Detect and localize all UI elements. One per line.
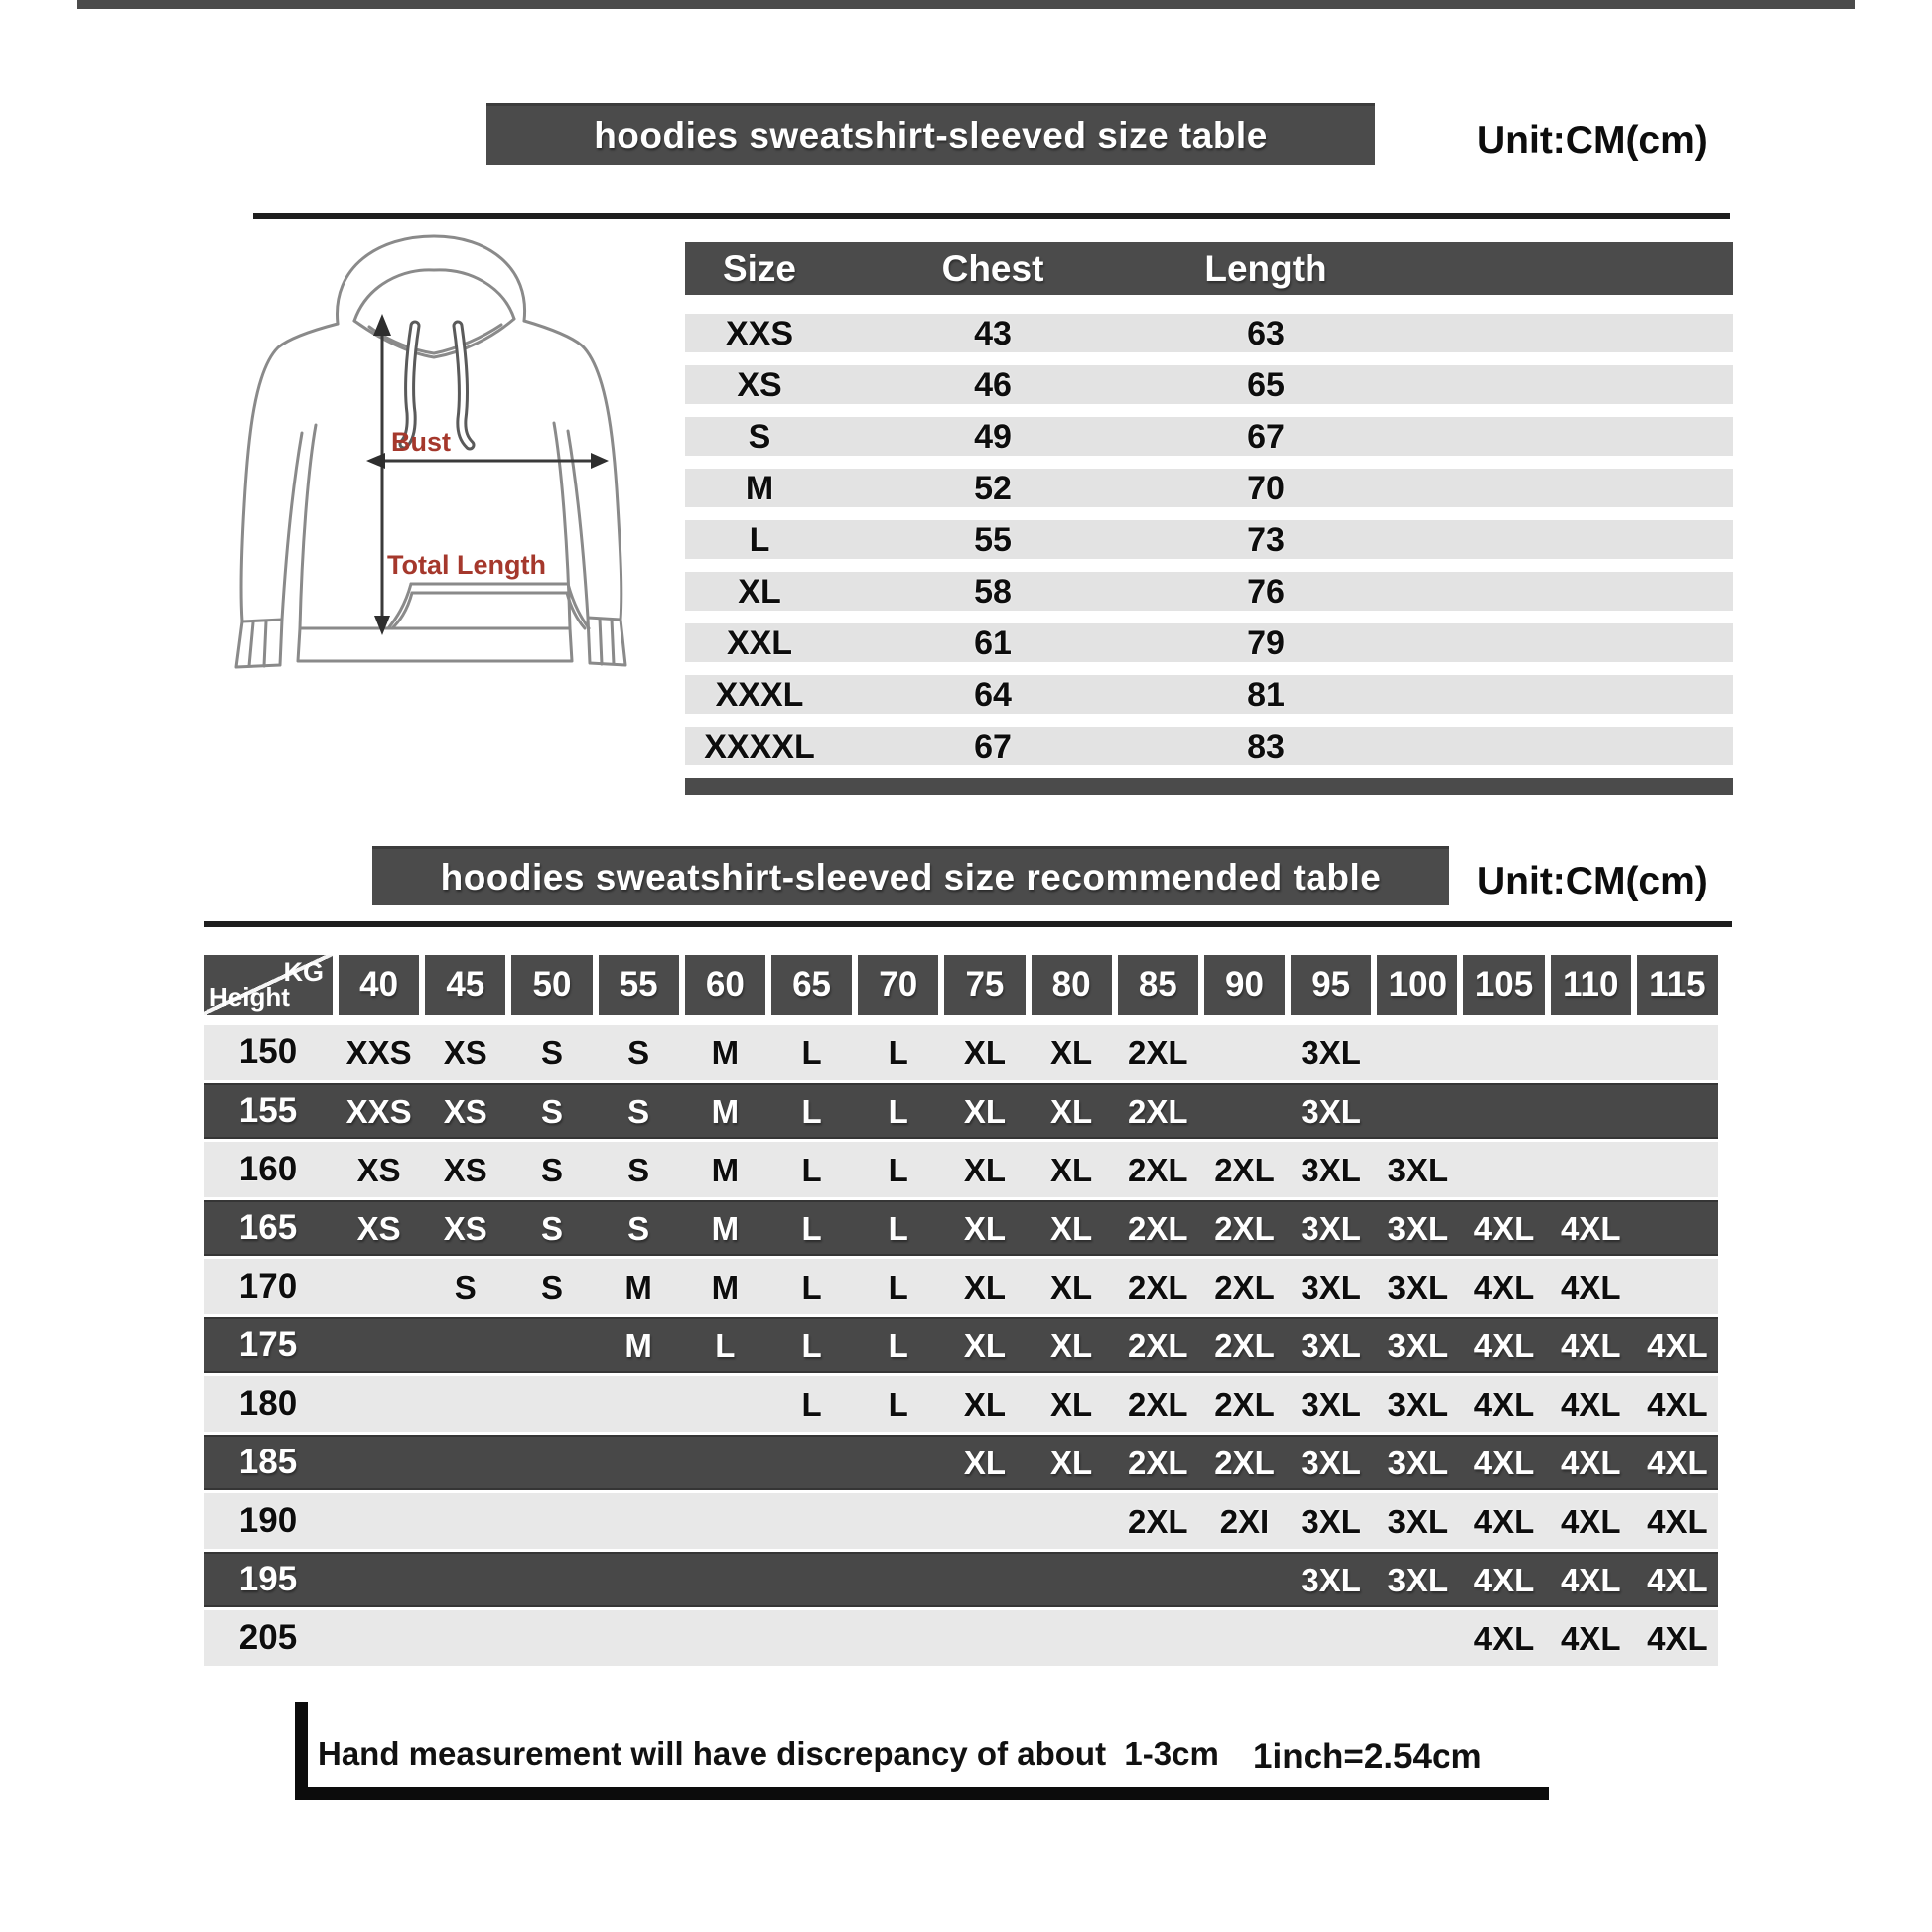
size-cell: XXL [726, 623, 793, 662]
recommended-size-cell: 3XL [1301, 1092, 1361, 1130]
recommended-size-cell: 4XL [1647, 1502, 1708, 1540]
size-cell: S [748, 417, 771, 456]
chest-cell: 58 [974, 572, 1012, 611]
weight-column-header: 95 [1291, 955, 1371, 1015]
unit-label-top: Unit:CM(cm) [1477, 119, 1708, 162]
weight-column-header: 60 [685, 955, 765, 1015]
size-table-row [685, 727, 1733, 765]
recommended-size-cell: M [711, 1151, 740, 1188]
size-table-row [685, 469, 1733, 507]
chest-column-header: Chest [941, 248, 1044, 289]
recommended-size-cell: 4XL [1560, 1502, 1621, 1540]
recommended-size-cell: 4XL [1473, 1385, 1535, 1423]
recommend-table-row [204, 1435, 1718, 1490]
recommended-size-cell: XL [1050, 1326, 1093, 1364]
weight-column-header: 45 [425, 955, 505, 1015]
divider-line-top [253, 213, 1730, 219]
recommended-size-cell: M [624, 1268, 652, 1306]
weight-column-header: 70 [858, 955, 938, 1015]
size-table-bottom-bar [685, 778, 1733, 795]
recommended-size-cell: L [801, 1209, 822, 1247]
recommended-size-cell: L [888, 1151, 908, 1188]
recommended-size-cell: S [540, 1151, 563, 1188]
weight-column-header: 105 [1463, 955, 1544, 1015]
footnote-bottom-bar [295, 1787, 1549, 1800]
unit-label-bottom: Unit:CM(cm) [1477, 860, 1708, 902]
recommend-table-row [204, 1376, 1718, 1432]
recommended-size-cell: 3XL [1301, 1209, 1361, 1247]
height-cell: 185 [238, 1443, 298, 1481]
recommend-table-row [204, 1200, 1718, 1256]
recommended-size-cell: 3XL [1301, 1034, 1361, 1071]
recommended-size-cell: 2XL [1128, 1502, 1188, 1540]
recommended-size-cell: XL [1050, 1092, 1093, 1130]
recommended-size-cell: XS [443, 1209, 487, 1247]
size-cell: XL [738, 572, 781, 611]
footnote-text: Hand measurement will have discrepancy of about 1-3cm [318, 1735, 1219, 1772]
recommended-size-cell: 3XL [1301, 1326, 1361, 1364]
recommended-size-cell: L [888, 1209, 908, 1247]
weight-column-header: 75 [944, 955, 1025, 1015]
recommend-table-row [204, 1025, 1718, 1080]
size-table-row [685, 675, 1733, 714]
recommended-size-cell: M [711, 1092, 740, 1130]
recommended-size-cell: S [540, 1034, 563, 1071]
weight-column-header: 55 [599, 955, 679, 1015]
recommended-size-cell: 3XL [1387, 1385, 1449, 1423]
length-cell: 83 [1247, 727, 1285, 765]
recommended-size-cell: 4XL [1473, 1209, 1535, 1247]
recommended-size-cell: L [801, 1326, 822, 1364]
recommended-size-cell: XS [443, 1034, 487, 1071]
top-border-line [77, 0, 1855, 9]
recommend-table-body [204, 1025, 1718, 1666]
recommended-size-cell: L [888, 1326, 908, 1364]
recommended-size-cell: XXS [345, 1092, 412, 1130]
recommend-table-row [204, 1142, 1718, 1197]
weight-column-header: 115 [1637, 955, 1718, 1015]
height-cell: 150 [238, 1033, 298, 1071]
size-cell: XXXXL [704, 727, 815, 765]
size-cell: XXS [725, 314, 794, 352]
recommended-size-cell: XL [963, 1092, 1006, 1130]
recommended-size-cell: 3XL [1301, 1385, 1361, 1423]
recommended-size-cell: 4XL [1473, 1502, 1535, 1540]
size-table-row [685, 365, 1733, 404]
recommended-size-cell: 4XL [1473, 1326, 1535, 1364]
recommended-size-cell: L [801, 1151, 822, 1188]
recommended-size-cell: S [627, 1034, 650, 1071]
recommended-size-cell: 4XL [1647, 1326, 1708, 1364]
recommended-size-cell: 3XL [1301, 1151, 1361, 1188]
recommended-size-cell: L [801, 1092, 822, 1130]
recommend-table-title-bar [372, 846, 1449, 905]
recommended-size-cell: 2XL [1128, 1034, 1188, 1071]
recommended-size-cell: 2XL [1214, 1444, 1275, 1481]
recommended-size-cell: S [540, 1268, 563, 1306]
recommended-size-cell: 3XL [1301, 1561, 1361, 1598]
recommended-size-cell: 2XL [1214, 1151, 1275, 1188]
recommended-size-cell: 3XL [1387, 1502, 1449, 1540]
recommended-size-cell: XS [356, 1209, 401, 1247]
recommended-size-cell: 4XL [1473, 1444, 1535, 1481]
height-cell: 190 [238, 1501, 298, 1540]
recommended-size-cell: 2XL [1128, 1326, 1188, 1364]
recommended-size-cell: 3XL [1387, 1151, 1449, 1188]
recommended-size-cell: S [627, 1092, 650, 1130]
size-table-title: hoodies sweatshirt-sleeved size table [594, 114, 1268, 156]
length-cell: 73 [1247, 520, 1285, 559]
recommended-size-cell: L [715, 1326, 736, 1364]
size-cell: L [749, 520, 770, 559]
recommended-size-cell: 4XL [1473, 1268, 1535, 1306]
size-table [685, 242, 1733, 795]
recommended-size-cell: L [801, 1034, 822, 1071]
recommended-size-cell: S [540, 1092, 563, 1130]
recommended-size-cell: XL [963, 1151, 1006, 1188]
recommended-size-cell: XL [963, 1268, 1006, 1306]
divider-line-bottom [204, 921, 1732, 927]
recommended-size-cell: L [888, 1268, 908, 1306]
size-table-row [685, 623, 1733, 662]
corner-cell [204, 955, 333, 1015]
size-table-header-row [685, 242, 1733, 295]
size-table-row [685, 520, 1733, 559]
weight-column-header: 110 [1551, 955, 1631, 1015]
chest-cell: 46 [974, 365, 1012, 404]
recommended-size-cell: XL [1050, 1034, 1093, 1071]
size-table-row [685, 572, 1733, 611]
height-cell: 205 [238, 1618, 298, 1657]
recommended-size-cell: XS [443, 1092, 487, 1130]
chest-cell: 64 [974, 675, 1012, 714]
recommended-size-cell: XL [1050, 1444, 1093, 1481]
chest-cell: 67 [974, 727, 1012, 765]
recommended-size-cell: L [888, 1034, 908, 1071]
recommended-size-cell: L [888, 1385, 908, 1423]
recommended-size-cell: 3XL [1387, 1326, 1449, 1364]
recommended-size-cell: XS [356, 1151, 401, 1188]
length-column-header: Length [1204, 248, 1327, 289]
recommend-table-row [204, 1259, 1718, 1314]
recommended-size-cell: S [540, 1209, 563, 1247]
recommended-size-cell: 2XL [1214, 1326, 1275, 1364]
recommended-size-cell: XL [963, 1034, 1006, 1071]
recommended-size-cell: 2XL [1128, 1385, 1188, 1423]
chest-cell: 49 [974, 417, 1012, 456]
length-cell: 63 [1247, 314, 1285, 352]
recommend-table-row [204, 1552, 1718, 1607]
recommended-size-cell: XL [963, 1444, 1006, 1481]
recommend-table [204, 955, 1718, 1669]
size-column-header: Size [722, 248, 797, 289]
recommended-size-cell: 4XL [1647, 1561, 1708, 1598]
recommended-size-cell: 4XL [1560, 1326, 1621, 1364]
recommended-size-cell: 4XL [1560, 1561, 1621, 1598]
recommended-size-cell: 4XL [1647, 1385, 1708, 1423]
height-cell: 175 [238, 1325, 298, 1364]
recommended-size-cell: 3XL [1301, 1444, 1361, 1481]
recommended-size-cell: 4XL [1560, 1444, 1621, 1481]
height-cell: 160 [238, 1150, 298, 1188]
recommended-size-cell: S [627, 1151, 650, 1188]
recommended-size-cell: 4XL [1647, 1444, 1708, 1481]
recommended-size-cell: S [627, 1209, 650, 1247]
height-cell: 155 [238, 1091, 298, 1130]
footnote-left-bar [295, 1702, 308, 1800]
recommended-size-cell: 2XL [1128, 1444, 1188, 1481]
recommended-size-cell: 2XI [1219, 1502, 1270, 1540]
height-cell: 180 [238, 1384, 298, 1423]
length-cell: 76 [1247, 572, 1285, 611]
size-cell: XS [737, 365, 782, 404]
recommended-size-cell: 4XL [1560, 1385, 1621, 1423]
length-cell: 79 [1247, 623, 1285, 662]
recommend-table-row [204, 1493, 1718, 1549]
recommended-size-cell: 3XL [1387, 1561, 1449, 1598]
length-cell: 65 [1247, 365, 1285, 404]
weight-column-header: 40 [339, 955, 419, 1015]
height-cell: 195 [238, 1560, 298, 1598]
weight-column-header: 80 [1032, 955, 1112, 1015]
length-cell: 81 [1247, 675, 1285, 714]
recommended-size-cell: 2XL [1128, 1151, 1188, 1188]
recommended-size-cell: 4XL [1473, 1561, 1535, 1598]
recommended-size-cell: M [711, 1268, 740, 1306]
recommended-size-cell: L [801, 1268, 822, 1306]
recommended-size-cell: S [454, 1268, 477, 1306]
size-table-row [685, 314, 1733, 352]
recommend-table-header-row [204, 955, 1718, 1015]
recommended-size-cell: 2XL [1128, 1209, 1188, 1247]
recommended-size-cell: 2XL [1128, 1268, 1188, 1306]
length-cell: 67 [1247, 417, 1285, 456]
weight-column-header: 85 [1118, 955, 1198, 1015]
recommended-size-cell: 3XL [1387, 1209, 1449, 1247]
recommend-table-row [204, 1317, 1718, 1373]
inch-conversion-label: 1inch=2.54cm [1253, 1737, 1482, 1776]
recommended-size-cell: 4XL [1473, 1619, 1535, 1657]
recommended-size-cell: 3XL [1387, 1444, 1449, 1481]
recommend-table-row [204, 1610, 1718, 1666]
recommended-size-cell: XL [963, 1326, 1006, 1364]
recommended-size-cell: 4XL [1560, 1619, 1621, 1657]
recommended-size-cell: XS [443, 1151, 487, 1188]
recommend-table-title: hoodies sweatshirt-sleeved size recommended table [440, 856, 1382, 897]
weight-column-header: 50 [511, 955, 592, 1015]
recommended-size-cell: 4XL [1647, 1619, 1708, 1657]
weight-column-header: 65 [771, 955, 852, 1015]
recommended-size-cell: XL [963, 1209, 1006, 1247]
size-table-title-bar [486, 103, 1375, 165]
recommended-size-cell: L [801, 1385, 822, 1423]
chest-cell: 55 [974, 520, 1012, 559]
recommended-size-cell: XL [1050, 1151, 1093, 1188]
recommended-size-cell: 2XL [1214, 1268, 1275, 1306]
recommended-size-cell: L [888, 1092, 908, 1130]
hoodie-drawing [220, 226, 649, 685]
chest-cell: 43 [974, 314, 1012, 352]
corner-kg-label: KG [283, 957, 324, 987]
total-length-label: Total Length [387, 550, 546, 580]
chest-cell: 52 [974, 469, 1012, 507]
recommended-size-cell: XL [1050, 1209, 1093, 1247]
recommended-size-cell: M [711, 1209, 740, 1247]
recommended-size-cell: 3XL [1301, 1268, 1361, 1306]
chest-cell: 61 [974, 623, 1012, 662]
size-table-row [685, 417, 1733, 456]
recommend-table-row [204, 1083, 1718, 1139]
corner-height-label: Height [209, 982, 290, 1012]
recommended-size-cell: XL [1050, 1385, 1093, 1423]
total-length-line [373, 314, 391, 635]
size-cell: M [745, 469, 774, 507]
recommended-size-cell: XL [1050, 1268, 1093, 1306]
weight-column-header: 100 [1377, 955, 1457, 1015]
recommended-size-cell: 2XL [1128, 1092, 1188, 1130]
bust-label: Bust [391, 427, 451, 457]
recommended-size-cell: 4XL [1560, 1209, 1621, 1247]
weight-column-header: 90 [1204, 955, 1285, 1015]
recommended-size-cell: M [624, 1326, 652, 1364]
recommended-size-cell: XL [963, 1385, 1006, 1423]
recommended-size-cell: 2XL [1214, 1209, 1275, 1247]
size-cell: XXXL [715, 675, 804, 714]
recommended-size-cell: 3XL [1301, 1502, 1361, 1540]
recommended-size-cell: 4XL [1560, 1268, 1621, 1306]
recommended-size-cell: 2XL [1214, 1385, 1275, 1423]
recommended-size-cell: XXS [345, 1034, 412, 1071]
height-cell: 165 [238, 1208, 298, 1247]
recommended-size-cell: 3XL [1387, 1268, 1449, 1306]
size-table-body [685, 314, 1733, 765]
length-cell: 70 [1247, 469, 1285, 507]
height-cell: 170 [238, 1267, 298, 1306]
recommended-size-cell: M [711, 1034, 740, 1071]
